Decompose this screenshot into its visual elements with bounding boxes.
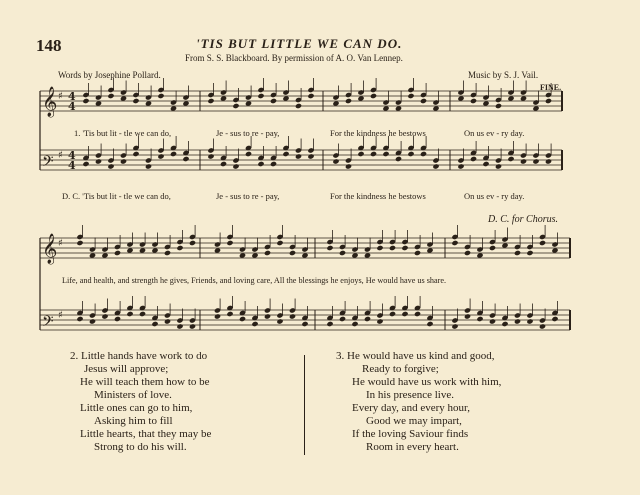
staff-2-bass-note (464, 313, 471, 319)
verse-3-line: Room in every heart. (366, 441, 459, 453)
verse-3-line: He would have us work with him, (352, 376, 502, 388)
staff-2-treble-note (401, 245, 408, 251)
verse-3-line: Ready to forgive; (362, 363, 439, 375)
staff-1-treble-note (295, 103, 302, 109)
staff-1-treble-note (495, 103, 502, 109)
staff-1-bass-note (407, 151, 414, 157)
staff-1-bass-note (95, 158, 102, 164)
lyric-line2-d: On us ev - ry day. (464, 191, 525, 201)
staff-1-bass-note (395, 156, 402, 162)
page-number: 148 (36, 36, 62, 55)
staff-1-treble-note (207, 98, 214, 104)
staff-2-bass-note (376, 318, 383, 324)
staff-2-treble-note (326, 245, 333, 251)
staff-1-bass-note (257, 161, 264, 167)
lyric-line2-a: D. C. 'Tis but lit - tle we can do, (62, 191, 171, 201)
staff-1-treble-note (157, 93, 164, 99)
verse-2-line: Strong to do his will. (94, 441, 187, 453)
staff-1-bass-note (120, 158, 127, 164)
staff-1-bass-note (170, 151, 177, 157)
staff-2-bass-note (139, 311, 146, 317)
staff-1-treble-note (82, 98, 89, 104)
verse-divider (304, 355, 305, 455)
lyric-line2-c: For the kindness he bestows (330, 191, 426, 201)
staff-2-bass-note (389, 311, 396, 317)
staff-2-bass-note (76, 316, 83, 322)
staff-1-bass-note (420, 151, 427, 157)
staff-2-bass-note (289, 313, 296, 319)
staff-1-bass-note (207, 153, 214, 159)
staff-2-bass-note (214, 313, 221, 319)
staff-1-bass-note (295, 153, 302, 159)
staff-1-treble-time-signature: 4 (68, 100, 76, 113)
staff-1-bass-note (520, 158, 527, 164)
song-title: 'TIS BUT LITTLE WE CAN DO. (196, 36, 403, 51)
staff-1-bass-note (82, 161, 89, 167)
staff-2-treble-note (539, 240, 546, 246)
music-credit: Music by S. J. Vail. (468, 70, 539, 80)
staff-1-treble-note (232, 103, 239, 109)
staff-2-bass-note (414, 311, 421, 317)
staff-2-bass-note (539, 323, 546, 329)
staff-1-treble-note (407, 93, 414, 99)
staff-2-treble-note (164, 250, 171, 256)
staff-2-bass-note (514, 318, 521, 324)
staff-1-treble-note (345, 98, 352, 104)
staff-2-bass-note (476, 316, 483, 322)
staff-1-treble-note (420, 98, 427, 104)
staff-1-bass-note (382, 151, 389, 157)
staff-1-bass-note (507, 156, 514, 162)
words-credit: Words by Josephine Pollard. (58, 70, 161, 80)
staff-1-bass-time-signature: 4 (68, 149, 76, 162)
staff-1-treble-note (257, 93, 264, 99)
staff-2-bass-note (189, 323, 196, 329)
staff-2-treble-note (451, 240, 458, 246)
staff-2-bass-note (401, 311, 408, 317)
staff-1-bass-note (107, 163, 114, 169)
staff-2-treble-note (114, 250, 121, 256)
staff-2-bass-note (101, 313, 108, 319)
staff-1-bass-sharp-icon: ♯ (58, 150, 63, 161)
staff-1-bass-note (182, 156, 189, 162)
staff-2-treble-note (389, 245, 396, 251)
staff-2-bass-note (89, 318, 96, 324)
staff-1-treble-note (470, 98, 477, 104)
verse-2 (70, 350, 211, 454)
staff-1-treble-note (545, 98, 552, 104)
staff-2-bass-note (239, 316, 246, 322)
staff-2-treble-note (276, 240, 283, 246)
lyric-line1-c: For the kindness he bestows (330, 128, 426, 138)
lyric-line1-a: 1. 'Tis but lit - tle we can do, (74, 128, 172, 138)
staff-1-bass-note (157, 153, 164, 159)
staff-2-bass-note (426, 321, 433, 327)
staff-1-bass-note (532, 158, 539, 164)
staff-1-bass-note (332, 158, 339, 164)
staff-2-treble-note (489, 245, 496, 251)
staff-2-bass-note (251, 321, 258, 327)
verse-2-line: Asking him to fill (94, 415, 173, 427)
staff-2-bass-note (339, 316, 346, 322)
staff-2-treble-note (176, 245, 183, 251)
staff-1-bass-note (282, 151, 289, 157)
staff-2-treble-note (189, 240, 196, 246)
staff-2-treble-note (289, 250, 296, 256)
staff-2-bass-note (451, 323, 458, 329)
staff-2-treble-note (514, 250, 521, 256)
staff-2-bass-sharp-icon: ♯ (58, 310, 63, 321)
staff-2-bass-note (164, 318, 171, 324)
lyric-line2-b: Je - sus to re - pay, (216, 191, 280, 201)
staff-2-bass-note (326, 321, 333, 327)
staff-1-bass-note (220, 161, 227, 167)
verse-2-line: Little hearts, that they may be (80, 428, 212, 440)
verse-3-line: In his presence live. (366, 389, 454, 401)
staff-2-bass-clef-icon: 𝄢 (42, 313, 54, 334)
staff-1-treble-note (270, 98, 277, 104)
verse-3-line: Good we may impart, (366, 415, 462, 427)
staff-1-bass-note (307, 153, 314, 159)
staff-2-bass-note (176, 323, 183, 329)
staff-1-bass-note (432, 163, 439, 169)
staff-2-treble-note (339, 250, 346, 256)
staff-1-bass-note (357, 151, 364, 157)
verse-2-line: He will teach them how to be (80, 376, 210, 388)
staff-2-bass-note (526, 318, 533, 324)
staff-1-bass-clef-icon: 𝄢 (42, 153, 54, 174)
verse-3-line: Every day, and every hour, (352, 402, 470, 414)
staff-1-bass-time-signature: 4 (68, 159, 76, 172)
staff-1-bass-note (457, 163, 464, 169)
staff-2-bass-note (276, 318, 283, 324)
staff-1-bass-note (245, 151, 252, 157)
staff-2-bass-note (489, 318, 496, 324)
verse-2-line: 2. Little hands have work to do (70, 350, 208, 362)
staff-2-bass-note (364, 316, 371, 322)
staff-1-bass-note (470, 156, 477, 162)
staff-2-treble-note (226, 240, 233, 246)
staff-2-bass-note (126, 311, 133, 317)
staff-1-treble-note (132, 98, 139, 104)
staff-2-treble-note (526, 250, 533, 256)
source-note: From S. S. Blackboard. By permission of A. O. Van Lennep. (185, 53, 403, 63)
staff-2-treble-note (376, 245, 383, 251)
verse-2-line: Jesus will approve; (84, 363, 169, 375)
verse-2-line: Little ones can go to him, (80, 402, 193, 414)
staff-2-bass-note (264, 313, 271, 319)
staff-1-treble-note (107, 93, 114, 99)
staff-2-bass-note (226, 311, 233, 317)
staff-1-bass-note (482, 161, 489, 167)
staff-1-treble-note (370, 93, 377, 99)
staff-2-bass-note (351, 321, 358, 327)
dc-chorus-mark: D. C. for Chorus. (488, 214, 559, 225)
staff-1-treble-note (307, 93, 314, 99)
lyric-line1-d: On us ev - ry day. (464, 128, 525, 138)
staff-2-bass-note (114, 316, 121, 322)
staff-2-bass-note (301, 321, 308, 327)
staff-2-treble-note (414, 250, 421, 256)
staff-2-bass-note (151, 321, 158, 327)
staff-2-bass-note (501, 321, 508, 327)
staff-1-treble-time-signature: 4 (68, 90, 76, 103)
verse-2-line: Ministers of love. (94, 389, 172, 401)
verse-3-line: 3. He would have us kind and good, (336, 350, 495, 362)
fine-mark: FINE. (540, 83, 562, 92)
verse-3 (336, 350, 501, 454)
staff-2-treble-note (264, 250, 271, 256)
staff-1-bass-note (132, 151, 139, 157)
lyric-line3: Life, and health, and strength he gives, Friends, and loving care, All the blessings he enjoys, He would have us share. (62, 276, 447, 285)
verse-3-line: If the loving Saviour finds (352, 428, 469, 440)
staff-1-bass-note (495, 163, 502, 169)
staff-2-treble-clef-icon: 𝄞 (42, 234, 58, 264)
staff-2-treble-note (464, 250, 471, 256)
staff-1-bass-note (145, 163, 152, 169)
staff-1-treble-sharp-icon: ♯ (58, 91, 63, 102)
staff-1-bass-note (370, 151, 377, 157)
staff-2-treble-note (76, 240, 83, 246)
staff-2-bass-note (551, 316, 558, 322)
staff-1-bass-note (270, 161, 277, 167)
lyric-line1-b: Je - sus to re - pay, (216, 128, 280, 138)
staff-1-treble-clef-icon: 𝄞 (42, 87, 58, 117)
staff-1-bass-note (345, 163, 352, 169)
staff-1-bass-note (545, 158, 552, 164)
staff-1-bass-note (232, 163, 239, 169)
staff-2-treble-sharp-icon: ♯ (58, 238, 63, 249)
